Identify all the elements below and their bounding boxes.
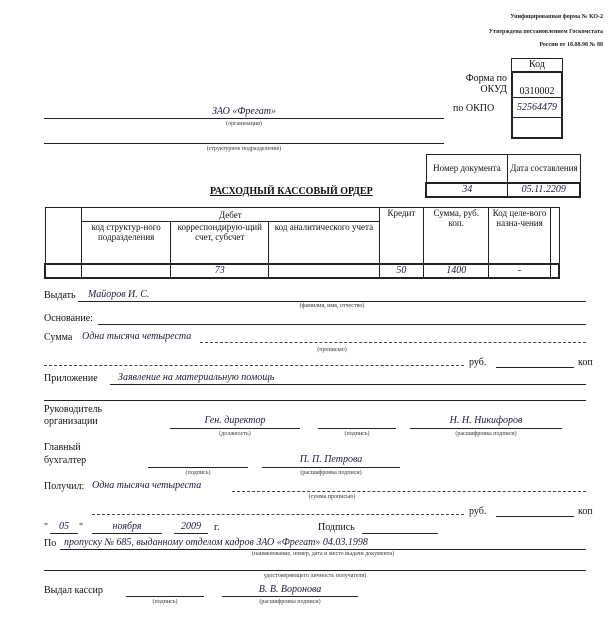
issue-value: Майоров И. С.: [88, 289, 150, 300]
issue-label: Выдать: [44, 290, 76, 301]
main-table: [44, 207, 560, 279]
received-caption: (сумма прописью): [308, 494, 356, 500]
purpose-value: -: [489, 264, 550, 278]
received-rub-label: руб.: [469, 506, 487, 517]
accountant-label-2: бухгалтер: [44, 455, 87, 466]
purpose-header: Код целе-вого назна-чения: [489, 208, 550, 264]
amount-kop-label: коп: [578, 357, 593, 368]
head-name-value: Н. Н. Никифоров: [449, 415, 523, 426]
accountant-sign-caption: (подпись): [185, 470, 211, 476]
date-month: ноября: [112, 521, 142, 532]
accountant-name-caption: (расшифровка подписи): [300, 470, 362, 476]
date-day: 05: [59, 521, 69, 532]
amount-label: Сумма: [44, 332, 73, 343]
head-name-caption: (расшифровка подписи): [455, 431, 517, 437]
cashier-name-caption: (расшифровка подписи): [259, 599, 321, 605]
form-header-line-2: Утверждена постановлением Госкомстата: [488, 29, 603, 35]
received-value: Одна тысяча четыреста: [92, 480, 202, 491]
passport-caption-2: удостоверяющего личность получателя): [263, 573, 367, 579]
organization-value: ЗАО «Фрегат»: [211, 106, 276, 117]
doc-number-value: 34: [426, 183, 508, 197]
head-position-value: Ген. директор: [204, 415, 266, 426]
cashier-name-value: В. В. Воронова: [258, 584, 322, 595]
sum-value: 1400: [424, 264, 489, 278]
doc-info-table: [425, 154, 581, 198]
attachment-value: Заявление на материальную помощь: [118, 372, 275, 383]
doc-date-value: 05.11.2209: [508, 183, 580, 197]
form-header-line-3: России от 18.08.98 № 88: [539, 42, 603, 48]
amount-value: Одна тысяча четыреста: [82, 331, 192, 342]
date-open-quote: ": [44, 522, 49, 533]
date-year: 2009: [181, 521, 201, 532]
corr-account-header: корреспондирую-щий счет, субсчет: [171, 222, 269, 264]
passport-caption: (наименование, номер, дата и место выдачи документа): [251, 551, 395, 557]
head-label-1: Руководитель: [44, 404, 103, 415]
amount-caption: (прописью): [317, 347, 347, 353]
accountant-name-value: П. П. Петрова: [299, 454, 363, 465]
cashier-sign-caption: (подпись): [152, 599, 178, 605]
subdivision-caption: (структурное подразделение): [206, 146, 282, 152]
attachment-label: Приложение: [44, 373, 98, 384]
head-label-2: организации: [44, 416, 98, 427]
sign-label: Подпись: [318, 522, 355, 533]
cashier-label: Выдал кассир: [44, 585, 103, 596]
credit-value: 50: [379, 264, 423, 278]
corr-account-value: 73: [171, 264, 269, 278]
accountant-label-1: Главный: [44, 442, 81, 453]
struct-code-header: код структур-ного подразделения: [81, 222, 171, 264]
received-kop-label: коп: [578, 506, 593, 517]
issue-caption: (фамилия, имя, отчество): [299, 303, 365, 309]
debit-header: Дебет: [81, 208, 379, 222]
okpo-label: по ОКПО: [453, 103, 495, 114]
form-header-line-1: Унифицированная форма № КО-2: [510, 14, 603, 20]
amount-rub-label: руб.: [469, 357, 487, 368]
head-sign-caption: (подпись): [344, 431, 370, 437]
passport-value: пропуску № 685, выданному отделом кадров ЗАО «Фрегат» 04.03.1998: [64, 537, 368, 548]
okud-label: Форма по ОКУД: [465, 73, 507, 95]
okpo-value: 52564479: [517, 102, 557, 113]
doc-date-header: Дата составления: [508, 155, 580, 183]
basis-label: Основание:: [44, 313, 93, 324]
analytic-code-value: [269, 264, 380, 278]
struct-code-value: [81, 264, 171, 278]
date-close-quote: ": [79, 522, 84, 533]
analytic-code-header: код аналитического учета: [269, 222, 380, 264]
sum-header: Сумма, руб. коп.: [424, 208, 489, 264]
date-year-suffix: г.: [214, 522, 220, 533]
received-label: Получил:: [44, 481, 85, 492]
okud-value: 0310002: [519, 86, 555, 97]
doc-number-header: Номер документа: [426, 155, 508, 183]
head-position-caption: (должность): [219, 431, 251, 437]
organization-caption: (организация): [226, 121, 262, 127]
passport-label: По: [44, 538, 57, 549]
document-title: РАСХОДНЫЙ КАССОВЫЙ ОРДЕР: [210, 186, 373, 197]
code-header-cell: Код: [511, 58, 563, 72]
credit-header: Кредит: [379, 208, 423, 264]
